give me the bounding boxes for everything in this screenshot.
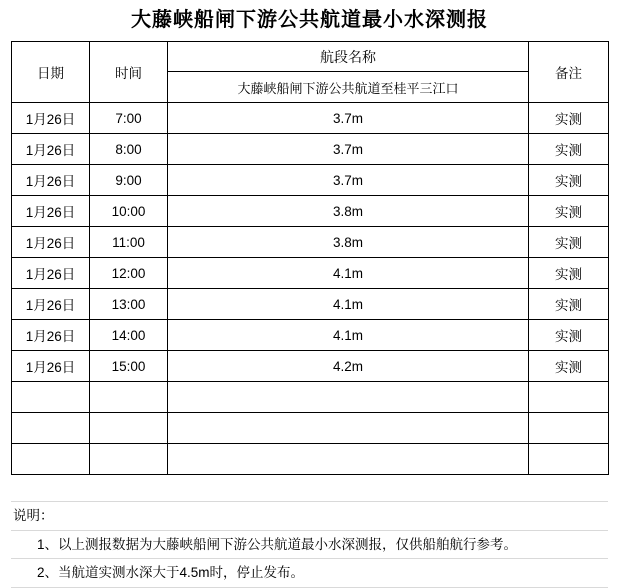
table-row-empty bbox=[12, 382, 609, 413]
table-row bbox=[12, 196, 609, 227]
cell-date: 1月26日 bbox=[12, 351, 90, 382]
cell-date: 1月26日 bbox=[12, 134, 90, 165]
cell-depth: 3.7m bbox=[168, 103, 529, 134]
cell-note: 实测 bbox=[529, 351, 609, 382]
cell-time: 13:00 bbox=[90, 289, 168, 320]
cell-depth: 3.7m bbox=[168, 134, 529, 165]
page-title: 大藤峡船闸下游公共航道最小水深测报 bbox=[131, 9, 488, 31]
notes-item-2: 2、当航道实测水深大于4.5m时，停止发布。 bbox=[11, 559, 608, 588]
cell-date-empty bbox=[12, 413, 90, 444]
cell-date: 1月26日 bbox=[12, 289, 90, 320]
table-row bbox=[12, 227, 609, 258]
notes-heading: 说明： bbox=[11, 501, 608, 531]
cell-time: 9:00 bbox=[90, 165, 168, 196]
header-route-sub: 大藤峡船闸下游公共航道至桂平三江口 bbox=[237, 80, 459, 96]
cell-depth: 3.8m bbox=[168, 227, 529, 258]
table-row bbox=[12, 258, 609, 289]
cell-note: 实测 bbox=[529, 134, 609, 165]
cell-date: 1月26日 bbox=[12, 227, 90, 258]
cell-depth-empty bbox=[168, 413, 529, 444]
table-row bbox=[12, 134, 609, 165]
cell-depth: 3.8m bbox=[168, 196, 529, 227]
table-row bbox=[12, 165, 609, 196]
table-row bbox=[12, 351, 609, 382]
header-cell-time: 时间 bbox=[90, 42, 168, 103]
cell-depth: 4.1m bbox=[168, 320, 529, 351]
cell-depth-empty bbox=[168, 444, 529, 475]
header-route-group: 航段名称 bbox=[168, 42, 528, 72]
table-row bbox=[12, 320, 609, 351]
cell-date: 1月26日 bbox=[12, 165, 90, 196]
cell-note: 实测 bbox=[529, 103, 609, 134]
cell-note: 实测 bbox=[529, 320, 609, 351]
cell-note: 实测 bbox=[529, 165, 609, 196]
notes-section bbox=[11, 475, 608, 588]
table-header-row bbox=[12, 42, 609, 103]
cell-date: 1月26日 bbox=[12, 258, 90, 289]
notes-item-1: 1、以上测报数据为大藤峡船闸下游公共航道最小水深测报，仅供船舶航行参考。 bbox=[11, 531, 608, 560]
cell-time: 15:00 bbox=[90, 351, 168, 382]
table-body bbox=[12, 42, 609, 475]
header-cell-date: 日期 bbox=[12, 42, 90, 103]
cell-time: 14:00 bbox=[90, 320, 168, 351]
cell-note-empty bbox=[529, 413, 609, 444]
cell-note-empty bbox=[529, 382, 609, 413]
cell-note: 实测 bbox=[529, 289, 609, 320]
cell-time-empty bbox=[90, 382, 168, 413]
cell-depth: 3.7m bbox=[168, 165, 529, 196]
cell-date: 1月26日 bbox=[12, 103, 90, 134]
water-depth-table bbox=[11, 41, 609, 475]
cell-time: 11:00 bbox=[90, 227, 168, 258]
cell-date-empty bbox=[12, 444, 90, 475]
cell-date-empty bbox=[12, 382, 90, 413]
cell-date: 1月26日 bbox=[12, 320, 90, 351]
cell-depth-empty bbox=[168, 382, 529, 413]
cell-note: 实测 bbox=[529, 227, 609, 258]
cell-note: 实测 bbox=[529, 196, 609, 227]
header-cell-note: 备注 bbox=[529, 42, 609, 103]
cell-time-empty bbox=[90, 444, 168, 475]
cell-note-empty bbox=[529, 444, 609, 475]
cell-depth: 4.2m bbox=[168, 351, 529, 382]
table-row bbox=[12, 289, 609, 320]
cell-time: 10:00 bbox=[90, 196, 168, 227]
table-row-empty bbox=[12, 444, 609, 475]
cell-time: 7:00 bbox=[90, 103, 168, 134]
cell-depth: 4.1m bbox=[168, 289, 529, 320]
cell-date: 1月26日 bbox=[12, 196, 90, 227]
cell-time: 12:00 bbox=[90, 258, 168, 289]
cell-depth: 4.1m bbox=[168, 258, 529, 289]
cell-time: 8:00 bbox=[90, 134, 168, 165]
table-row-empty bbox=[12, 413, 609, 444]
table-row bbox=[12, 103, 609, 134]
header-cell-route bbox=[168, 42, 529, 103]
cell-time-empty bbox=[90, 413, 168, 444]
cell-note: 实测 bbox=[529, 258, 609, 289]
